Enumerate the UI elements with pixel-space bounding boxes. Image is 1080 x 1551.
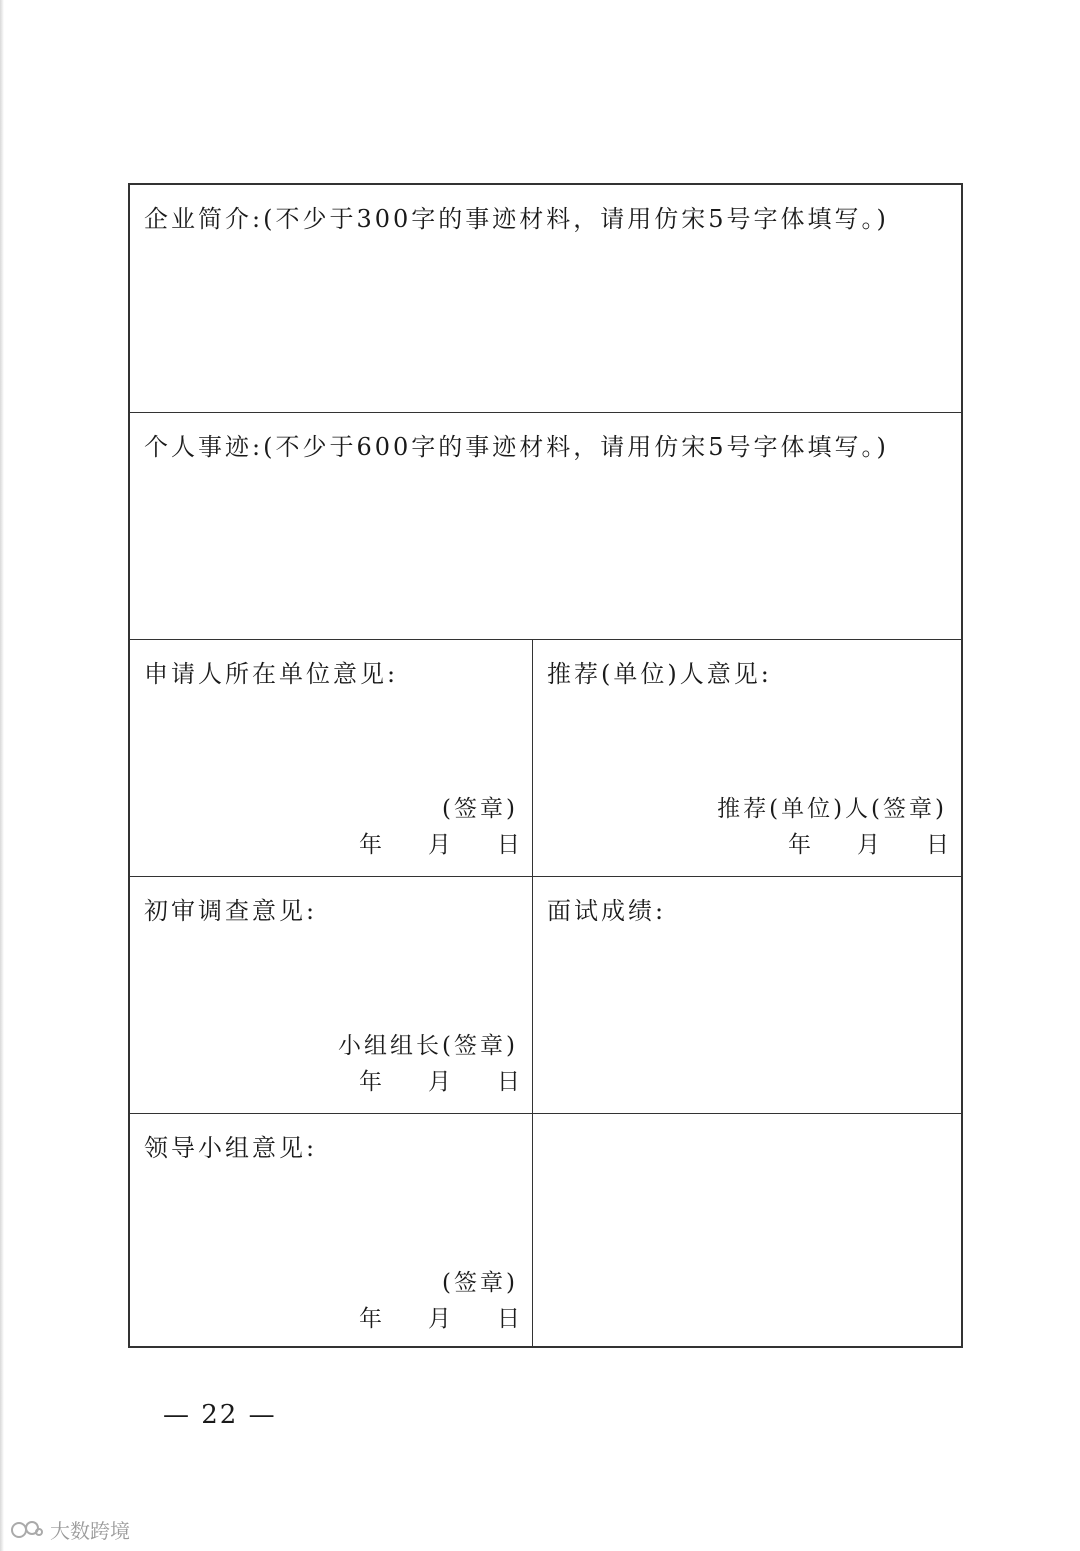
- date-year: 年: [359, 1306, 382, 1332]
- watermark: [10, 1515, 130, 1544]
- applicant-unit-signature: (签章): [442, 796, 518, 822]
- preliminary-review-cell: [130, 877, 533, 1113]
- recommender-opinion-label: 推荐(单位)人意见:: [547, 660, 772, 688]
- date-month: 月: [428, 832, 451, 858]
- opinion-row-3: [130, 1113, 961, 1346]
- leadership-date: [359, 1300, 520, 1333]
- personal-deeds-hint: (不少于600字的事迹材料，请用仿宋5号字体填写。): [263, 433, 889, 461]
- date-month: 月: [428, 1069, 451, 1095]
- company-intro-label: [144, 199, 889, 234]
- date-day: 日: [497, 832, 520, 858]
- application-form-table: [128, 183, 963, 1348]
- preliminary-review-date: [359, 1063, 520, 1096]
- recommender-opinion-cell: [533, 640, 961, 876]
- company-intro-row: [130, 185, 961, 412]
- opinion-row-2: [130, 876, 961, 1113]
- date-month: 月: [428, 1306, 451, 1332]
- date-day: 日: [497, 1069, 520, 1095]
- applicant-unit-opinion-cell: [130, 640, 533, 876]
- group-leader-signature: 小组组长(签章): [338, 1033, 518, 1059]
- watermark-text: 大数跨境: [50, 1519, 130, 1543]
- page-edge: [0, 0, 4, 1551]
- date-day: 日: [926, 832, 949, 858]
- page-number: — 22 —: [163, 1400, 277, 1430]
- watermark-logo-icon: [10, 1517, 44, 1543]
- interview-score-label: 面试成绩:: [547, 897, 667, 925]
- recommender-date: [788, 826, 949, 859]
- preliminary-review-label: 初审调查意见:: [144, 897, 318, 925]
- company-intro-title: 企业简介:: [144, 205, 264, 233]
- date-year: 年: [359, 832, 382, 858]
- recommender-signature: 推荐(单位)人(签章): [717, 796, 947, 822]
- date-year: 年: [359, 1069, 382, 1095]
- date-year: 年: [788, 832, 811, 858]
- company-intro-hint: (不少于300字的事迹材料，请用仿宋5号字体填写。): [263, 205, 889, 233]
- interview-score-cell: [533, 877, 961, 1113]
- applicant-unit-date: [359, 826, 520, 859]
- personal-deeds-label: [144, 427, 889, 462]
- date-month: 月: [857, 832, 880, 858]
- personal-deeds-row: [130, 412, 961, 639]
- leadership-opinion-label: 领导小组意见:: [144, 1134, 318, 1162]
- leadership-opinion-cell: [130, 1114, 533, 1346]
- leadership-signature: (签章): [442, 1270, 518, 1296]
- opinion-row-1: [130, 639, 961, 876]
- applicant-unit-opinion-label: 申请人所在单位意见:: [144, 660, 399, 688]
- date-day: 日: [497, 1306, 520, 1332]
- personal-deeds-title: 个人事迹:: [144, 433, 264, 461]
- empty-cell: [533, 1114, 961, 1346]
